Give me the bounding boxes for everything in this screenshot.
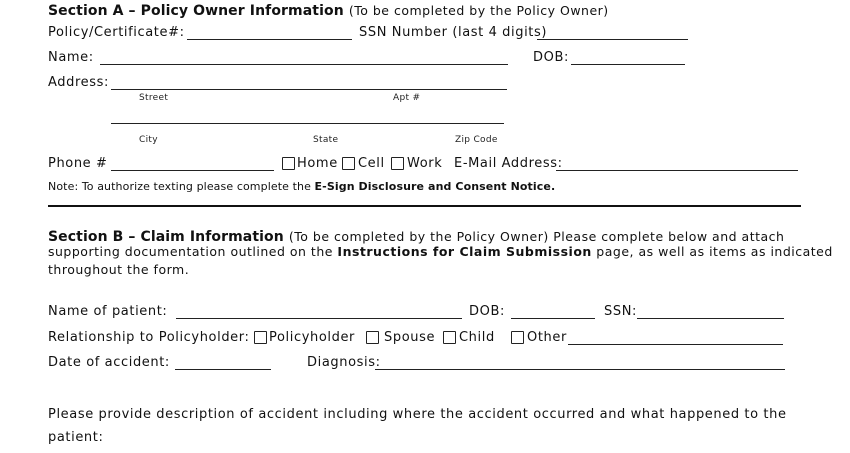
policyholder-label: Policyholder: [269, 330, 355, 345]
phone-field[interactable]: [111, 170, 274, 171]
texting-note: [48, 180, 555, 193]
patient-name-label: Name of patient:: [48, 304, 168, 319]
accident-date-label: Date of accident:: [48, 355, 170, 370]
section-b-header: [48, 226, 784, 245]
home-checkbox[interactable]: [282, 157, 295, 170]
instructions-suffix: page, as well as items as indicated: [591, 244, 833, 259]
policyholder-checkbox[interactable]: [254, 331, 267, 344]
esign-notice-ref: E-Sign Disclosure and Consent Notice.: [314, 180, 556, 193]
other-checkbox[interactable]: [511, 331, 524, 344]
patient-name-field[interactable]: [176, 318, 462, 319]
other-label: Other: [527, 330, 567, 345]
section-a-header: [48, 0, 609, 19]
owner-dob-label: DOB:: [533, 50, 569, 65]
zip-caption: Zip Code: [455, 135, 498, 145]
section-a-subtitle: (To be completed by the Policy Owner): [348, 3, 609, 18]
note-text: Note: To authorize texting please complete the: [48, 180, 315, 193]
accident-date-field[interactable]: [175, 369, 271, 370]
diagnosis-label: Diagnosis:: [307, 355, 381, 370]
email-field[interactable]: [556, 170, 798, 171]
other-field[interactable]: [568, 344, 783, 345]
instructions-prefix: supporting documentation outlined on the: [48, 244, 338, 259]
section-a-title: Section A – Policy Owner Information: [48, 3, 344, 19]
cell-label: Cell: [358, 156, 385, 171]
city-caption: City: [139, 135, 158, 145]
patient-ssn-field[interactable]: [637, 318, 784, 319]
instructions-link-text: Instructions for Claim Submission: [337, 244, 592, 259]
street-field[interactable]: [111, 89, 507, 90]
work-label: Work: [407, 156, 443, 171]
section-b-subtitle: (To be completed by the Policy Owner) Please complete below and attach: [288, 229, 785, 244]
description-prompt: Please provide description of accident including where the accident occurred and what happened to the: [48, 407, 787, 422]
ssn-last4-label: SSN Number (last 4 digits): [359, 25, 548, 40]
ssn-last4-field[interactable]: [537, 39, 688, 40]
patient-dob-label: DOB:: [469, 304, 505, 319]
section-divider: [48, 205, 801, 207]
address-label: Address:: [48, 75, 109, 90]
diagnosis-field[interactable]: [375, 369, 785, 370]
section-b-instructions: [48, 244, 833, 259]
city-state-zip-field[interactable]: [111, 123, 504, 124]
phone-label: Phone #: [48, 156, 108, 171]
description-prompt-line2: patient:: [48, 430, 104, 445]
child-label: Child: [459, 330, 495, 345]
owner-name-label: Name:: [48, 50, 94, 65]
owner-dob-field[interactable]: [571, 64, 685, 65]
state-caption: State: [313, 135, 339, 145]
street-caption: Street: [139, 93, 169, 103]
policy-label: Policy/Certificate#:: [48, 25, 185, 40]
home-label: Home: [297, 156, 338, 171]
email-label: E-Mail Address:: [454, 156, 563, 171]
work-checkbox[interactable]: [391, 157, 404, 170]
policy-field[interactable]: [187, 39, 352, 40]
relationship-label: Relationship to Policyholder:: [48, 330, 250, 345]
owner-name-field[interactable]: [100, 64, 508, 65]
patient-dob-field[interactable]: [511, 318, 595, 319]
spouse-label: Spouse: [384, 330, 436, 345]
section-b-title: Section B – Claim Information: [48, 229, 284, 245]
apt-caption: Apt #: [393, 93, 421, 103]
spouse-checkbox[interactable]: [366, 331, 379, 344]
cell-checkbox[interactable]: [342, 157, 355, 170]
child-checkbox[interactable]: [443, 331, 456, 344]
instructions-line3: throughout the form.: [48, 262, 190, 277]
patient-ssn-label: SSN:: [604, 304, 638, 319]
